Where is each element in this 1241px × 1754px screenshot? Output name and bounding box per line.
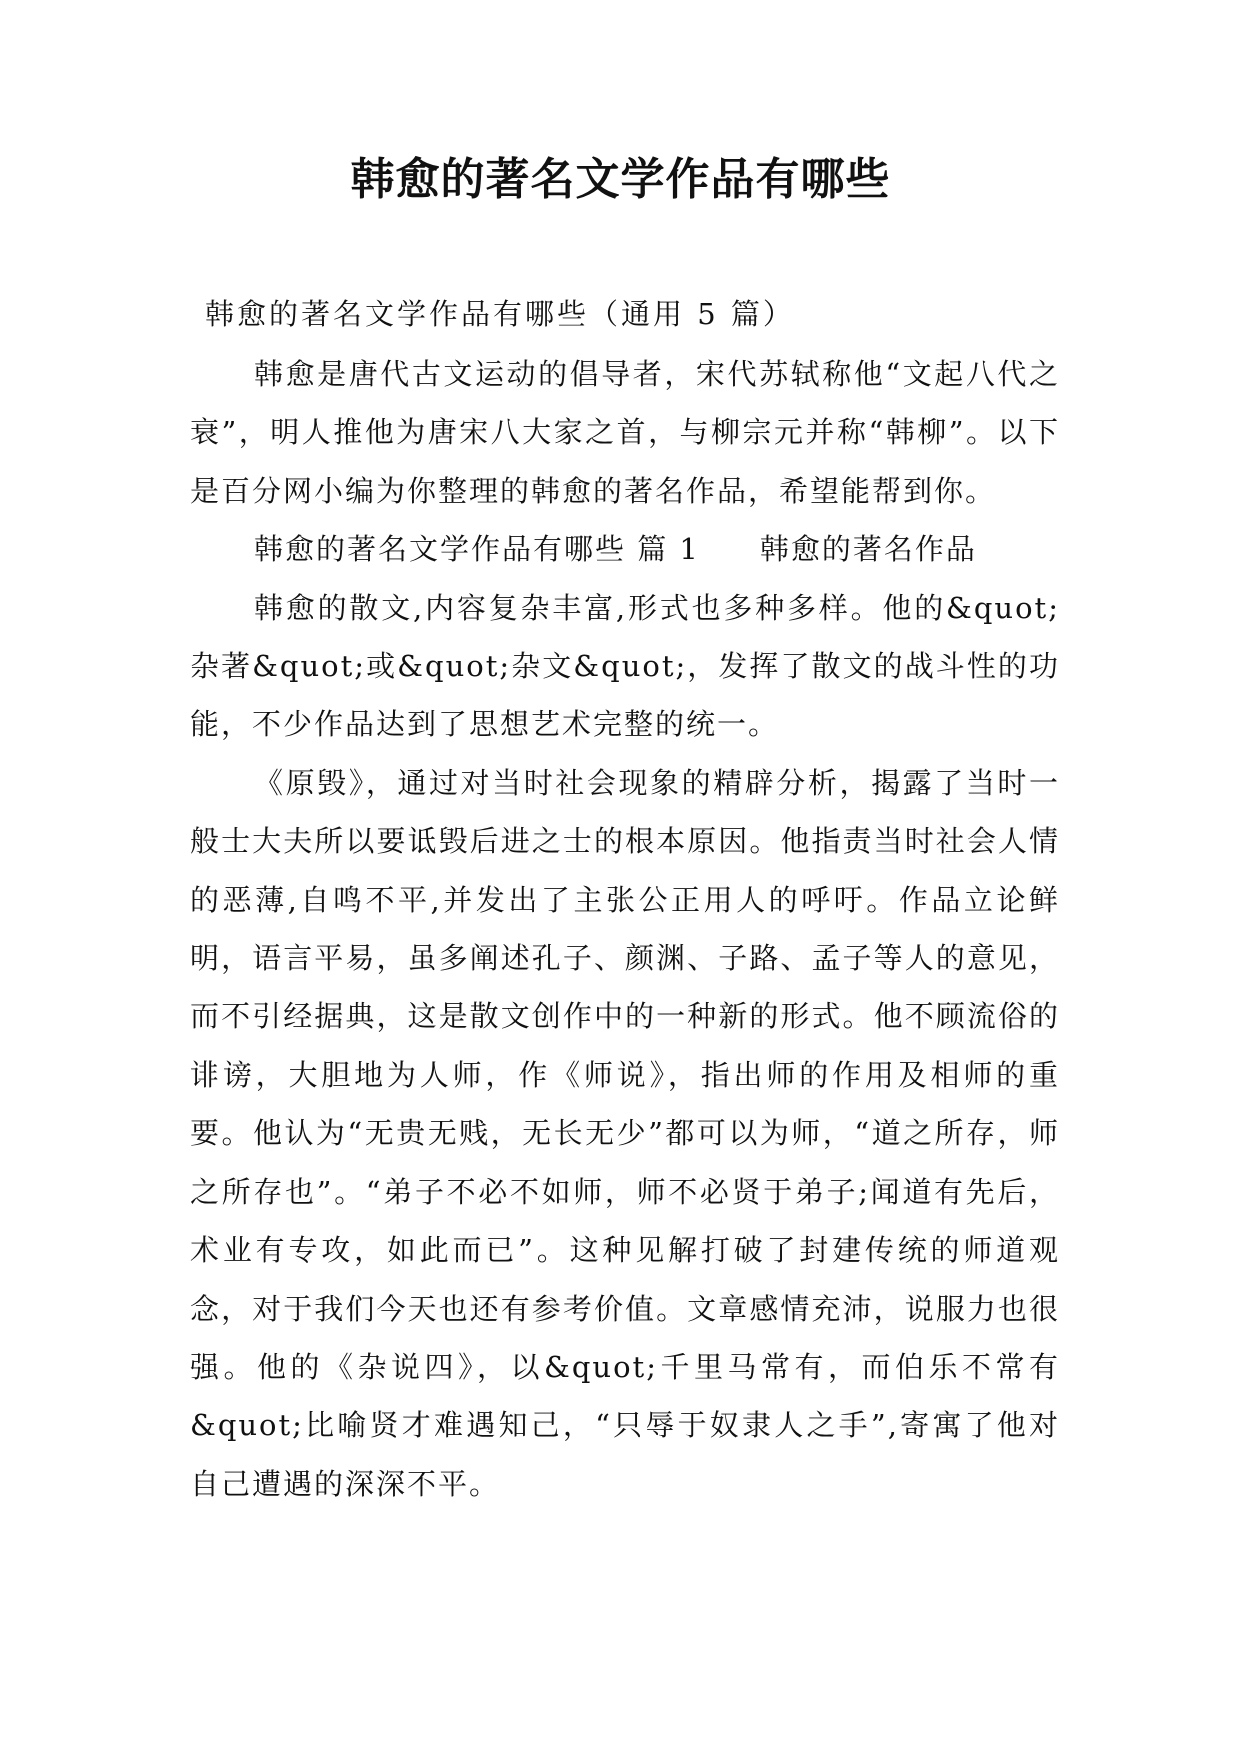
section-subtitle: 韩愈的著名作品	[759, 532, 977, 567]
body-paragraph: 《原毁》，通过对当时社会现象的精辟分析，揭露了当时一般士大夫所以要诋毁后进之士的根本原因。他指责当时社会人情的恶薄,自鸣不平,并发出了主张公正用人的呼吁。作品立论鲜明，语言平易，虽多阐述孔子、颜渊、子路、孟子等人的意见，而不引经据典，这是散文创作中的一种新的形式。他不顾流俗的诽谤，大胆地为人师，作《师说》，指出师的作用及相师的重要。他认为“无贵无贱，无长无少”都可以为师，“道之所存，师之所存也”。“弟子不必不如师，师不必贤于弟子;闻道有先后，术业有专攻，如此而已”。这种见解打破了封建传统的师道观念，对于我们今天也还有参考价值。文章感情充沛，说服力也很强。他的《杂说四》，以&quot;千里马常有，而伯乐不常有&quot;比喻贤才难遇知己，“只辱于奴隶人之手”,寄寓了他对自己遭遇的深深不平。	[190, 765, 1060, 1501]
document-title: 韩愈的著名文学作品有哪些	[350, 154, 891, 205]
document-subtitle: 韩愈的著名文学作品有哪些（通用 5 篇）	[205, 297, 795, 331]
intro-paragraph: 韩愈是唐代古文运动的倡导者，宋代苏轼称他“文起八代之衰”，明人推他为唐宋八大家之首，与柳宗元并称“韩柳”。以下是百分网小编为你整理的韩愈的著名作品，希望能帮到你。	[190, 357, 1060, 508]
document-body	[190, 345, 1060, 1513]
body-paragraph: 韩愈的散文,内容复杂丰富,形式也多种多样。他的&quot;杂著&quot;或&quot;杂文&quot;，发挥了散文的战斗性的功能，不少作品达到了思想艺术完整的统一。	[190, 590, 1060, 742]
section-title: 韩愈的著名文学作品有哪些 篇 1	[254, 532, 700, 567]
section-heading	[190, 520, 1060, 578]
